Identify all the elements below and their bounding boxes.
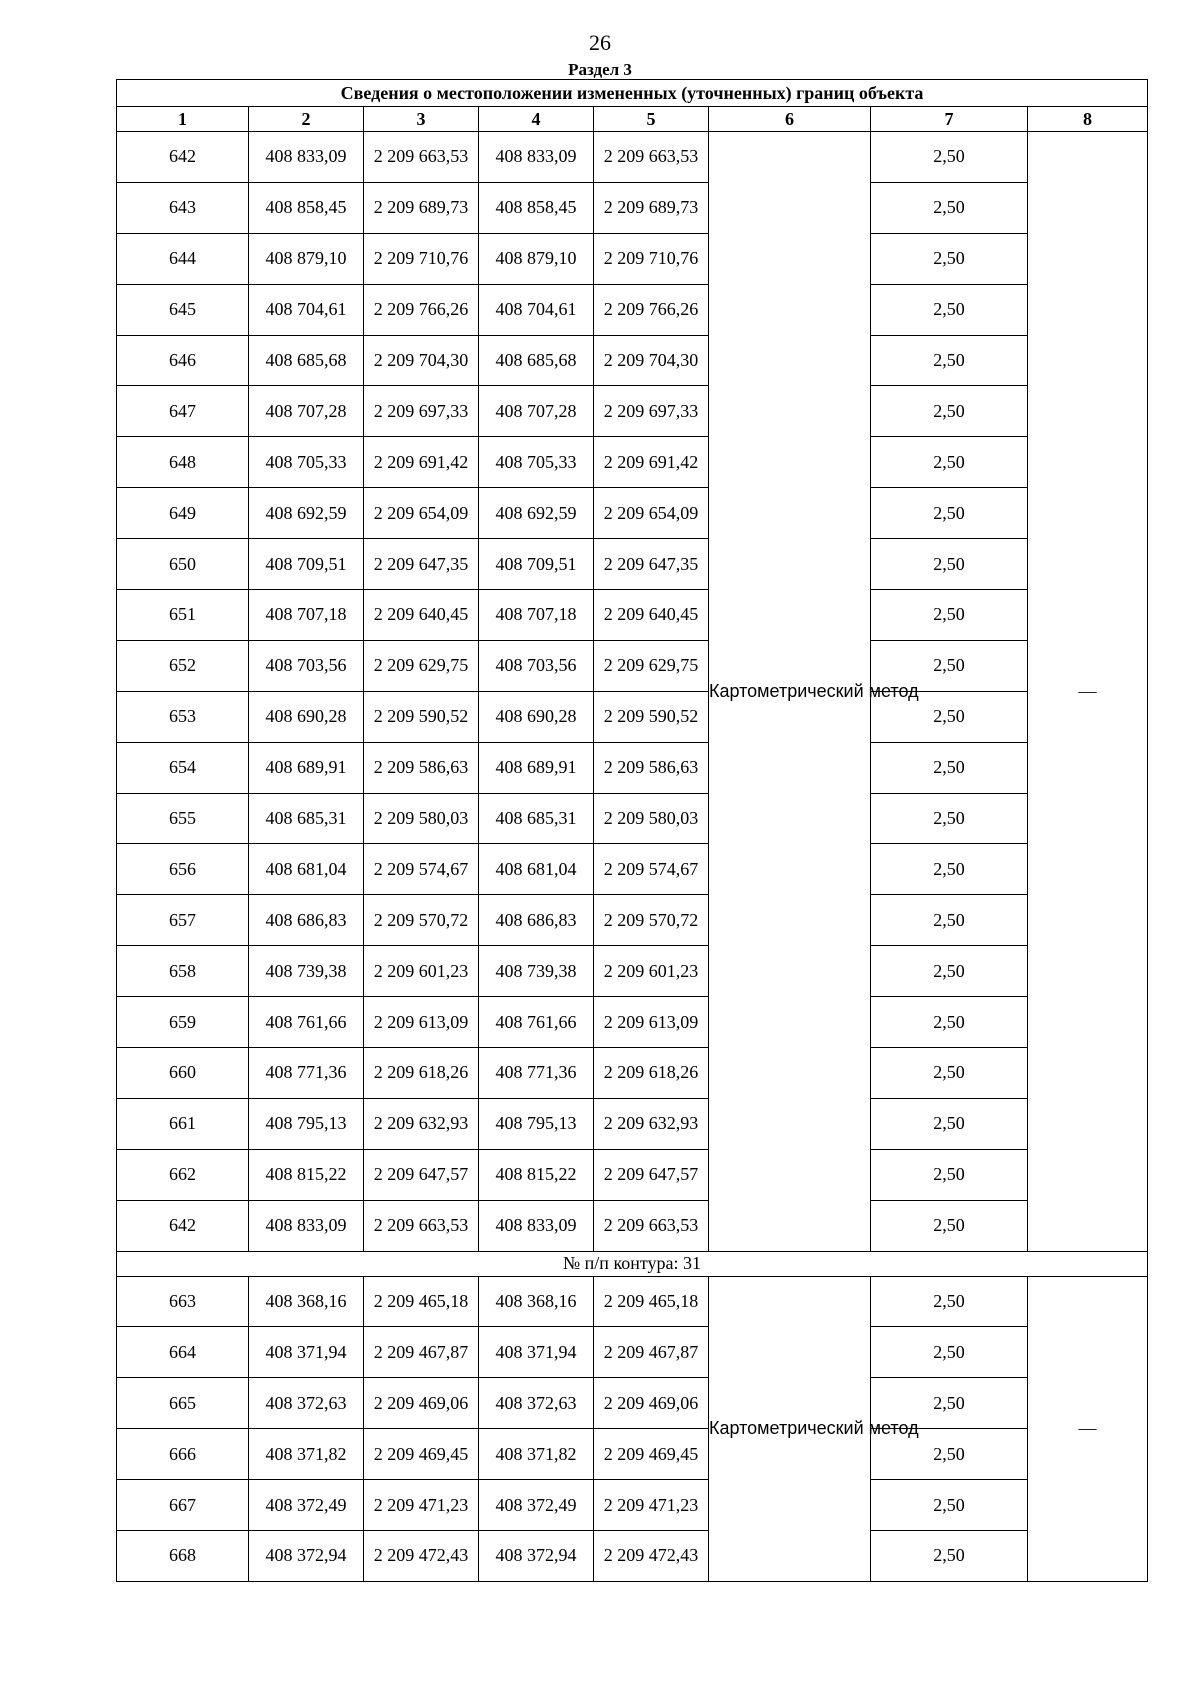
x-coordinate: 408 689,91 (479, 742, 594, 793)
table-row (117, 1098, 1148, 1149)
accuracy-value: 2,50 (871, 895, 1028, 946)
y-coordinate: 2 209 467,87 (364, 1327, 479, 1378)
x-coordinate: 408 372,94 (249, 1531, 364, 1582)
x-coordinate: 408 692,59 (249, 488, 364, 539)
y-coordinate: 2 209 590,52 (364, 691, 479, 742)
y-coordinate: 2 209 629,75 (594, 640, 709, 691)
accuracy-value: 2,50 (871, 284, 1028, 335)
accuracy-value: 2,50 (871, 1149, 1028, 1200)
y-coordinate: 2 209 640,45 (364, 590, 479, 641)
accuracy-value: 2,50 (871, 1048, 1028, 1099)
y-coordinate: 2 209 710,76 (364, 233, 479, 284)
y-coordinate: 2 209 654,09 (594, 488, 709, 539)
point-number: 668 (117, 1531, 249, 1582)
y-coordinate: 2 209 472,43 (594, 1531, 709, 1582)
table-row (117, 539, 1148, 590)
x-coordinate: 408 368,16 (479, 1276, 594, 1327)
x-coordinate: 408 371,82 (479, 1429, 594, 1480)
accuracy-value: 2,50 (871, 946, 1028, 997)
table-row (117, 997, 1148, 1048)
contour-label: № п/п контура: 31 (117, 1251, 1148, 1276)
y-coordinate: 2 209 469,45 (594, 1429, 709, 1480)
x-coordinate: 408 368,16 (249, 1276, 364, 1327)
y-coordinate: 2 209 691,42 (364, 437, 479, 488)
x-coordinate: 408 686,83 (249, 895, 364, 946)
y-coordinate: 2 209 467,87 (594, 1327, 709, 1378)
method-cell: Картометрический метод (709, 132, 871, 1252)
table-row (117, 132, 1148, 183)
x-coordinate: 408 815,22 (479, 1149, 594, 1200)
accuracy-value: 2,50 (871, 1480, 1028, 1531)
table-row (117, 488, 1148, 539)
y-coordinate: 2 209 704,30 (364, 335, 479, 386)
y-coordinate: 2 209 618,26 (594, 1048, 709, 1099)
y-coordinate: 2 209 586,63 (364, 742, 479, 793)
x-coordinate: 408 372,63 (479, 1378, 594, 1429)
accuracy-value: 2,50 (871, 691, 1028, 742)
x-coordinate: 408 707,18 (479, 590, 594, 641)
point-number: 657 (117, 895, 249, 946)
x-coordinate: 408 858,45 (249, 182, 364, 233)
y-coordinate: 2 209 574,67 (594, 844, 709, 895)
x-coordinate: 408 690,28 (249, 691, 364, 742)
column-number: 7 (871, 107, 1028, 132)
x-coordinate: 408 707,28 (479, 386, 594, 437)
point-number: 653 (117, 691, 249, 742)
column-number: 5 (594, 107, 709, 132)
accuracy-value: 2,50 (871, 1378, 1028, 1429)
point-number: 651 (117, 590, 249, 641)
table-row (117, 1327, 1148, 1378)
y-coordinate: 2 209 629,75 (364, 640, 479, 691)
y-coordinate: 2 209 601,23 (364, 946, 479, 997)
x-coordinate: 408 771,36 (249, 1048, 364, 1099)
accuracy-value: 2,50 (871, 997, 1028, 1048)
x-coordinate: 408 703,56 (249, 640, 364, 691)
point-number: 655 (117, 793, 249, 844)
y-coordinate: 2 209 590,52 (594, 691, 709, 742)
y-coordinate: 2 209 469,45 (364, 1429, 479, 1480)
table-row (117, 182, 1148, 233)
boundary-table (116, 79, 1148, 1582)
y-coordinate: 2 209 465,18 (594, 1276, 709, 1327)
accuracy-value: 2,50 (871, 1276, 1028, 1327)
y-coordinate: 2 209 469,06 (364, 1378, 479, 1429)
point-number: 661 (117, 1098, 249, 1149)
y-coordinate: 2 209 704,30 (594, 335, 709, 386)
table-row (117, 284, 1148, 335)
x-coordinate: 408 689,91 (249, 742, 364, 793)
table-row (117, 1531, 1148, 1582)
accuracy-value: 2,50 (871, 488, 1028, 539)
y-coordinate: 2 209 586,63 (594, 742, 709, 793)
table-row (117, 1378, 1148, 1429)
x-coordinate: 408 685,31 (249, 793, 364, 844)
table-row (117, 640, 1148, 691)
point-number: 652 (117, 640, 249, 691)
x-coordinate: 408 709,51 (249, 539, 364, 590)
y-coordinate: 2 209 640,45 (594, 590, 709, 641)
y-coordinate: 2 209 613,09 (364, 997, 479, 1048)
x-coordinate: 408 692,59 (479, 488, 594, 539)
table-row (117, 742, 1148, 793)
x-coordinate: 408 795,13 (249, 1098, 364, 1149)
y-coordinate: 2 209 471,23 (594, 1480, 709, 1531)
point-number: 665 (117, 1378, 249, 1429)
y-coordinate: 2 209 570,72 (594, 895, 709, 946)
accuracy-value: 2,50 (871, 1531, 1028, 1582)
x-coordinate: 408 681,04 (249, 844, 364, 895)
y-coordinate: 2 209 574,67 (364, 844, 479, 895)
y-coordinate: 2 209 697,33 (594, 386, 709, 437)
point-number: 644 (117, 233, 249, 284)
y-coordinate: 2 209 472,43 (364, 1531, 479, 1582)
y-coordinate: 2 209 663,53 (594, 132, 709, 183)
x-coordinate: 408 703,56 (479, 640, 594, 691)
x-coordinate: 408 686,83 (479, 895, 594, 946)
x-coordinate: 408 705,33 (249, 437, 364, 488)
x-coordinate: 408 707,28 (249, 386, 364, 437)
point-number: 648 (117, 437, 249, 488)
y-coordinate: 2 209 647,57 (364, 1149, 479, 1200)
x-coordinate: 408 705,33 (479, 437, 594, 488)
y-coordinate: 2 209 647,35 (364, 539, 479, 590)
x-coordinate: 408 707,18 (249, 590, 364, 641)
x-coordinate: 408 704,61 (249, 284, 364, 335)
y-coordinate: 2 209 766,26 (364, 284, 479, 335)
x-coordinate: 408 371,82 (249, 1429, 364, 1480)
point-number: 645 (117, 284, 249, 335)
section-title: Раздел 3 (568, 60, 632, 79)
x-coordinate: 408 858,45 (479, 182, 594, 233)
point-number: 659 (117, 997, 249, 1048)
x-coordinate: 408 833,09 (479, 1200, 594, 1251)
table-row (117, 691, 1148, 742)
table-row (117, 1480, 1148, 1531)
column-number: 3 (364, 107, 479, 132)
y-coordinate: 2 209 632,93 (364, 1098, 479, 1149)
x-coordinate: 408 371,94 (479, 1327, 594, 1378)
point-number: 667 (117, 1480, 249, 1531)
x-coordinate: 408 771,36 (479, 1048, 594, 1099)
accuracy-value: 2,50 (871, 844, 1028, 895)
point-number: 650 (117, 539, 249, 590)
accuracy-value: 2,50 (871, 182, 1028, 233)
accuracy-value: 2,50 (871, 539, 1028, 590)
point-number: 662 (117, 1149, 249, 1200)
x-coordinate: 408 879,10 (249, 233, 364, 284)
x-coordinate: 408 739,38 (479, 946, 594, 997)
y-coordinate: 2 209 632,93 (594, 1098, 709, 1149)
x-coordinate: 408 685,68 (479, 335, 594, 386)
x-coordinate: 408 833,09 (249, 132, 364, 183)
x-coordinate: 408 685,68 (249, 335, 364, 386)
note-cell: — (1028, 1276, 1148, 1581)
y-coordinate: 2 209 580,03 (364, 793, 479, 844)
point-number: 646 (117, 335, 249, 386)
column-number: 4 (479, 107, 594, 132)
x-coordinate: 408 761,66 (479, 997, 594, 1048)
y-coordinate: 2 209 618,26 (364, 1048, 479, 1099)
x-coordinate: 408 739,38 (249, 946, 364, 997)
table-row (117, 793, 1148, 844)
y-coordinate: 2 209 663,53 (594, 1200, 709, 1251)
x-coordinate: 408 833,09 (479, 132, 594, 183)
accuracy-value: 2,50 (871, 1429, 1028, 1480)
contour-row (117, 1251, 1148, 1276)
y-coordinate: 2 209 689,73 (364, 182, 479, 233)
y-coordinate: 2 209 580,03 (594, 793, 709, 844)
method-cell: Картометрический метод (709, 1276, 871, 1581)
y-coordinate: 2 209 689,73 (594, 182, 709, 233)
x-coordinate: 408 833,09 (249, 1200, 364, 1251)
y-coordinate: 2 209 613,09 (594, 997, 709, 1048)
y-coordinate: 2 209 663,53 (364, 1200, 479, 1251)
y-coordinate: 2 209 647,57 (594, 1149, 709, 1200)
table-caption: Сведения о местоположении измененных (уточненных) границ объекта (117, 80, 1148, 107)
x-coordinate: 408 795,13 (479, 1098, 594, 1149)
table-row (117, 335, 1148, 386)
table-row (117, 1429, 1148, 1480)
y-coordinate: 2 209 710,76 (594, 233, 709, 284)
y-coordinate: 2 209 570,72 (364, 895, 479, 946)
accuracy-value: 2,50 (871, 335, 1028, 386)
column-number: 6 (709, 107, 871, 132)
column-number: 8 (1028, 107, 1148, 132)
x-coordinate: 408 690,28 (479, 691, 594, 742)
column-number-row (117, 107, 1148, 132)
table-row (117, 946, 1148, 997)
y-coordinate: 2 209 601,23 (594, 946, 709, 997)
accuracy-value: 2,50 (871, 793, 1028, 844)
table-row (117, 895, 1148, 946)
accuracy-value: 2,50 (871, 590, 1028, 641)
point-number: 643 (117, 182, 249, 233)
x-coordinate: 408 372,49 (249, 1480, 364, 1531)
table-row (117, 844, 1148, 895)
y-coordinate: 2 209 697,33 (364, 386, 479, 437)
x-coordinate: 408 681,04 (479, 844, 594, 895)
accuracy-value: 2,50 (871, 640, 1028, 691)
y-coordinate: 2 209 663,53 (364, 132, 479, 183)
table-row (117, 437, 1148, 488)
accuracy-value: 2,50 (871, 742, 1028, 793)
accuracy-value: 2,50 (871, 132, 1028, 183)
column-number: 1 (117, 107, 249, 132)
note-cell: — (1028, 132, 1148, 1252)
point-number: 656 (117, 844, 249, 895)
table-row (117, 1276, 1148, 1327)
accuracy-value: 2,50 (871, 386, 1028, 437)
accuracy-value: 2,50 (871, 1200, 1028, 1251)
point-number: 649 (117, 488, 249, 539)
x-coordinate: 408 372,63 (249, 1378, 364, 1429)
page-number: 26 (589, 30, 611, 55)
point-number: 663 (117, 1276, 249, 1327)
point-number: 664 (117, 1327, 249, 1378)
point-number: 647 (117, 386, 249, 437)
table-row (117, 590, 1148, 641)
point-number: 642 (117, 132, 249, 183)
point-number: 642 (117, 1200, 249, 1251)
accuracy-value: 2,50 (871, 1098, 1028, 1149)
x-coordinate: 408 761,66 (249, 997, 364, 1048)
table-row (117, 1048, 1148, 1099)
point-number: 666 (117, 1429, 249, 1480)
table-row (117, 386, 1148, 437)
x-coordinate: 408 815,22 (249, 1149, 364, 1200)
x-coordinate: 408 709,51 (479, 539, 594, 590)
y-coordinate: 2 209 471,23 (364, 1480, 479, 1531)
y-coordinate: 2 209 691,42 (594, 437, 709, 488)
table-row (117, 1149, 1148, 1200)
x-coordinate: 408 371,94 (249, 1327, 364, 1378)
y-coordinate: 2 209 465,18 (364, 1276, 479, 1327)
x-coordinate: 408 685,31 (479, 793, 594, 844)
point-number: 660 (117, 1048, 249, 1099)
x-coordinate: 408 372,94 (479, 1531, 594, 1582)
y-coordinate: 2 209 654,09 (364, 488, 479, 539)
x-coordinate: 408 879,10 (479, 233, 594, 284)
accuracy-value: 2,50 (871, 437, 1028, 488)
accuracy-value: 2,50 (871, 1327, 1028, 1378)
table-row (117, 1200, 1148, 1251)
point-number: 658 (117, 946, 249, 997)
y-coordinate: 2 209 647,35 (594, 539, 709, 590)
x-coordinate: 408 704,61 (479, 284, 594, 335)
point-number: 654 (117, 742, 249, 793)
accuracy-value: 2,50 (871, 233, 1028, 284)
column-number: 2 (249, 107, 364, 132)
y-coordinate: 2 209 469,06 (594, 1378, 709, 1429)
x-coordinate: 408 372,49 (479, 1480, 594, 1531)
y-coordinate: 2 209 766,26 (594, 284, 709, 335)
table-row (117, 233, 1148, 284)
